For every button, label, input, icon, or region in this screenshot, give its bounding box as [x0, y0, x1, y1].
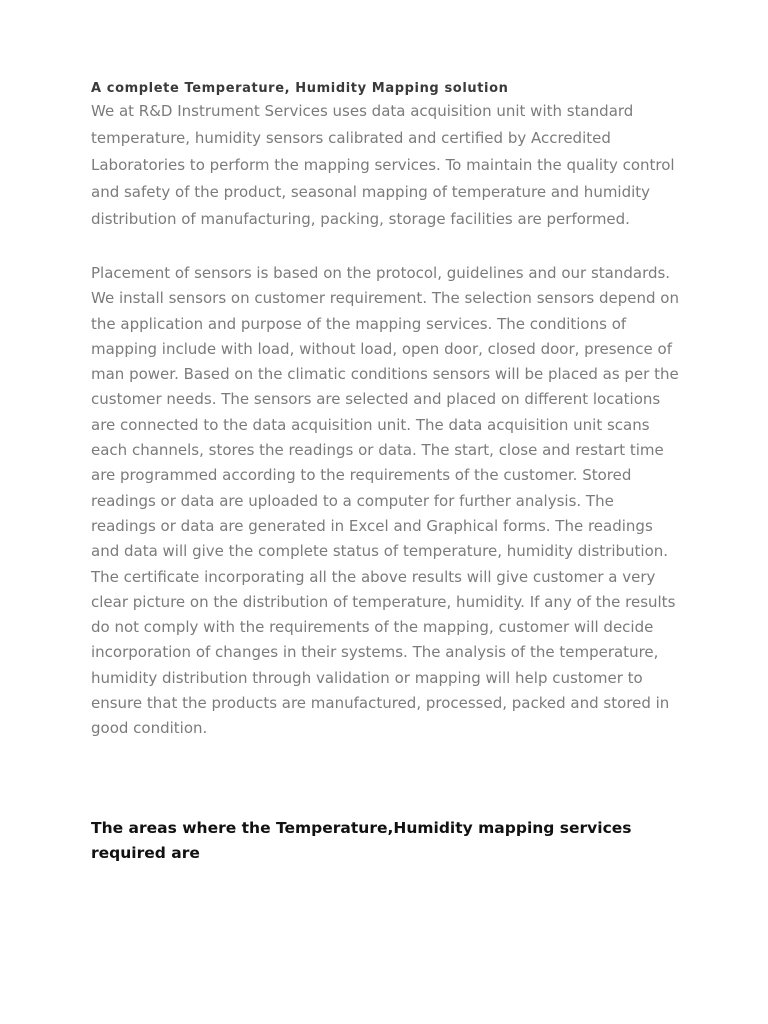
- document-page: [91, 80, 681, 866]
- areas-heading: The areas where the Temperature,Humidity mapping services required are: [91, 818, 632, 862]
- section-title: A complete Temperature, Humidity Mapping solution: [91, 81, 509, 96]
- intro-paragraph: We at R&D Instrument Services uses data acquisition unit with standard temperature, humidity sensors calibrated and certified by Accredited Laboratories to perform the mapping services. To maintain the quality control and safety of the product, seasonal mapping of temperature and humidity distribution of manufacturing, packing, storage facilities are performed.: [91, 102, 675, 228]
- sensor-placement-paragraph: Placement of sensors is based on the protocol, guidelines and our standards. We install sensors on customer requirement. The selection sensors depend on the application and purpose of the mapping services. The conditions of mapping include with load, without load, open door, closed door, presence of man power. Based on the climatic conditions sensors will be placed as per the customer needs. The sensors are selected and placed on different locations are connected to the data acquisition unit. The data acquisition unit scans each channels, stores the readings or data. The start, close and restart time are programmed according to the requirements of the customer. Stored readings or data are uploaded to a computer for further analysis. The readings or data are generated in Excel and Graphical forms. The readings and data will give the complete status of temperature, humidity distribution. The certificate incorporating all the above results will give customer a very clear picture on the distribution of temperature, humidity. If any of the results do not comply with the requirements of the mapping, customer will decide incorporation of changes in their systems. The analysis of the temperature, humidity distribution through validation or mapping will help customer to ensure that the products are manufactured, processed, packed and stored in good condition.: [91, 264, 679, 738]
